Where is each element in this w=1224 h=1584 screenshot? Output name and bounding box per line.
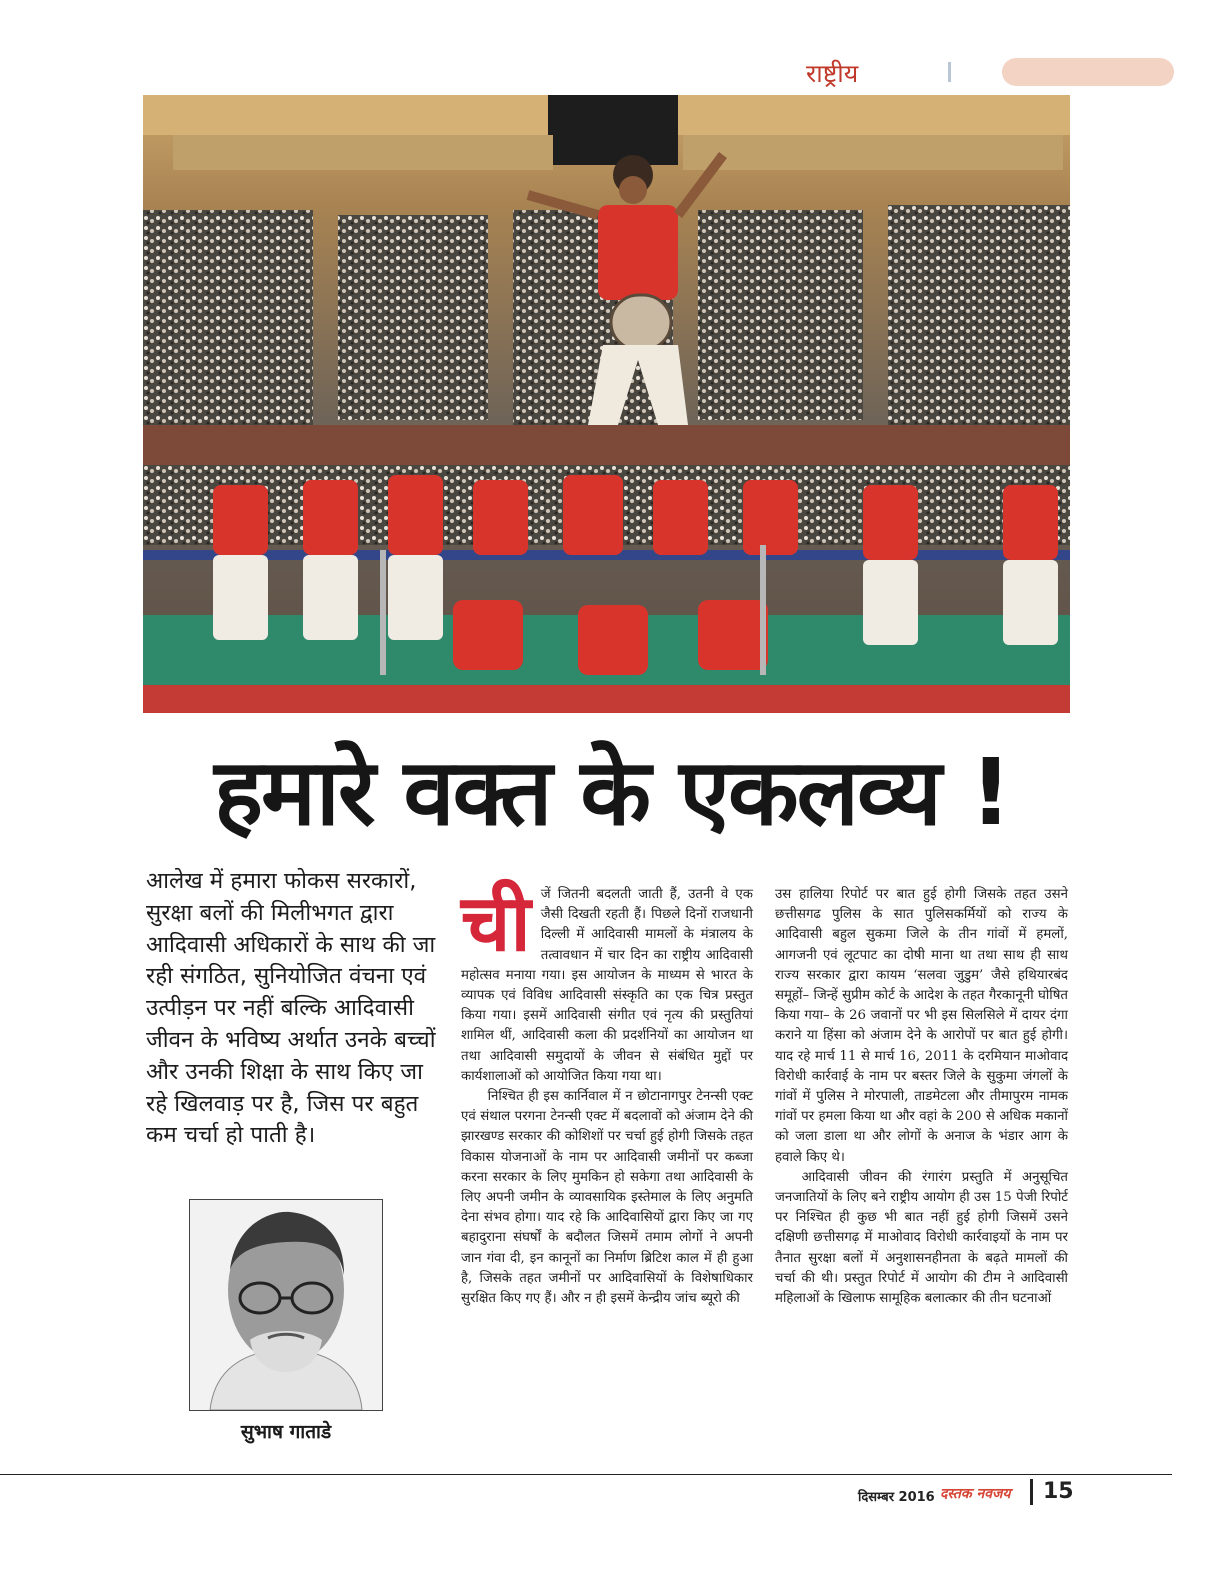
lead-photo (143, 95, 1070, 713)
article-headline: हमारे वक्त के एकलव्य ! (214, 739, 1010, 846)
page-number: 15 (1043, 1479, 1074, 1504)
paragraph: निश्चित ही इस कार्निवाल में न छोटानागपुर टेनन्सी एक्ट एवं संथाल परगना टेनन्सी एक्ट में बदलावों को अंजाम देने की झारखण्ड सरकार की कोशिशों पर चर्चा हुई होगी जिसके तहत विकास योजनाओं के नाम पर आदिवासी जमीनों पर कब्जा करना सरकार के लिए मुमकिन हो सकेगा तथा आदिवासी के लिए अपनी जमीन के व्यावसायिक इस्तेमाल के लिए अनुमति देना संभव होगा। याद रहे कि आदिवासियों द्वारा किए जा गए बहादुराना संघर्षों के बदौलत जिसमें तमाम लोगों ने अपनी जान गंवा दी, इन कानूनों का निर्माण ब्रिटिश काल में ही हुआ है, जिसके तहत जमीनों पर आदिवासियों के विशेषाधिकार सुरक्षित किए गए हैं। और न ही इसमें केन्द्रीय जांच ब्यूरो की (461, 1089, 753, 1307)
magazine-logo: दस्तक नवजय (940, 1486, 1011, 1502)
footer-date: दिसम्बर 2016 (858, 1490, 935, 1505)
footer-divider (1030, 1479, 1033, 1505)
article-column-2 (775, 885, 1068, 1457)
article-column-1 (461, 879, 753, 1457)
drop-cap: ची (461, 879, 531, 969)
footer-rule (0, 1474, 1172, 1475)
section-divider (948, 62, 951, 82)
pull-quote: आलेख में हमारा फोकस सरकारों, सुरक्षा बलों की मिलीभगत द्वारा आदिवासी अधिकारों के साथ की जा रही संगठित, सुनियोजित वंचना एवं उत्पीड़न पर नहीं बल्कि आदिवासी जीवन के भविष्य अर्थात उनके बच्चों और उनकी शिक्षा के साथ किए जा रहे खिलवाड़ पर है, जिस पर बहुत कम चर्चा हो पाती है। (146, 868, 436, 1149)
author-name: सुभाष गाताडे (240, 1421, 332, 1443)
section-pill-decoration (1002, 58, 1174, 86)
author-photo (189, 1199, 383, 1411)
paragraph: आदिवासी जीवन की रंगारंग प्रस्तुति में अनुसूचित जनजातियों के लिए बने राष्ट्रीय आयोग ही उस 15 पेजी रिपोर्ट पर निश्चित ही कुछ भी बात नहीं हुई होगी जिसमें उसने दक्षिणी छत्तीसगढ़ में माओवाद विरोधी कार्रवाइयों के नाम पर तैनात सुरक्षा बलों में अनुशासनहीनता के बढ़ते मामलों की चर्चा की थी। प्रस्तुत रिपोर्ट में आयोग की टीम ने आदिवासी महिलाओं के खिलाफ सामूहिक बलात्कार की तीन घटनाओं (775, 1169, 1068, 1307)
paragraph: जें जितनी बदलती जाती हैं, उतनी वे एक जैसी दिखती रहती हैं। पिछले दिनों राजधानी दिल्ली में आदिवासी मामलों के मंत्रालय के तत्वावधान में चार दिन का राष्ट्रीय आदिवासी महोत्सव मनाया गया। इस आयोजन के माध्यम से भारत के व्यापक एवं विविध आदिवासी संस्कृति का एक चित्र प्रस्तुत किया गया। इसमें आदिवासी संगीत एवं नृत्य की प्रस्तुतियां शामिल थीं, आदिवासी कला की प्रदर्शनियों का आयोजन था तथा आदिवासी समुदायों के जीवन से संबंधित मुद्दों पर कार्यशालाओं को आयोजित किया गया था। (461, 887, 753, 1084)
paragraph: उस हालिया रिपोर्ट पर बात हुई होगी जिसके तहत उसने छत्तीसगढ पुलिस के सात पुलिसकर्मियों को राज्य के आदिवासी बहुल सुकमा जिले के तीन गांवों में हमलों, आगजनी एवं लूटपाट का दोषी माना था तथा साथ ही साथ राज्य सरकार द्वारा कायम ‘सलवा जुडुम’ जैसे हथियारबंद समूहों– जिन्हें सुप्रीम कोर्ट के आदेश के तहत गैरकानूनी घोषित किया गया– के 26 जवानों पर भी इस सिलसिले में दायर दंगा कराने या हिंसा को अंजाम देने के आरोपों पर बात हुई होगी। याद रहे मार्च 11 से मार्च 16, 2011 के दरमियान माओवाद विरोधी कार्रवाई के नाम पर बस्तर जिले के सुकुमा जंगलों के गांवों में पुलिस ने मोरपाली, ताडमेटला और तीमापुरम नामक गांवों पर हमला किया था और वहां के 200 से अधिक मकानों को जला डाला था और लोगों के अनाज के भंडार आग के हवाले किए थे। (775, 887, 1068, 1165)
section-label: राष्ट्रीय (806, 59, 859, 88)
